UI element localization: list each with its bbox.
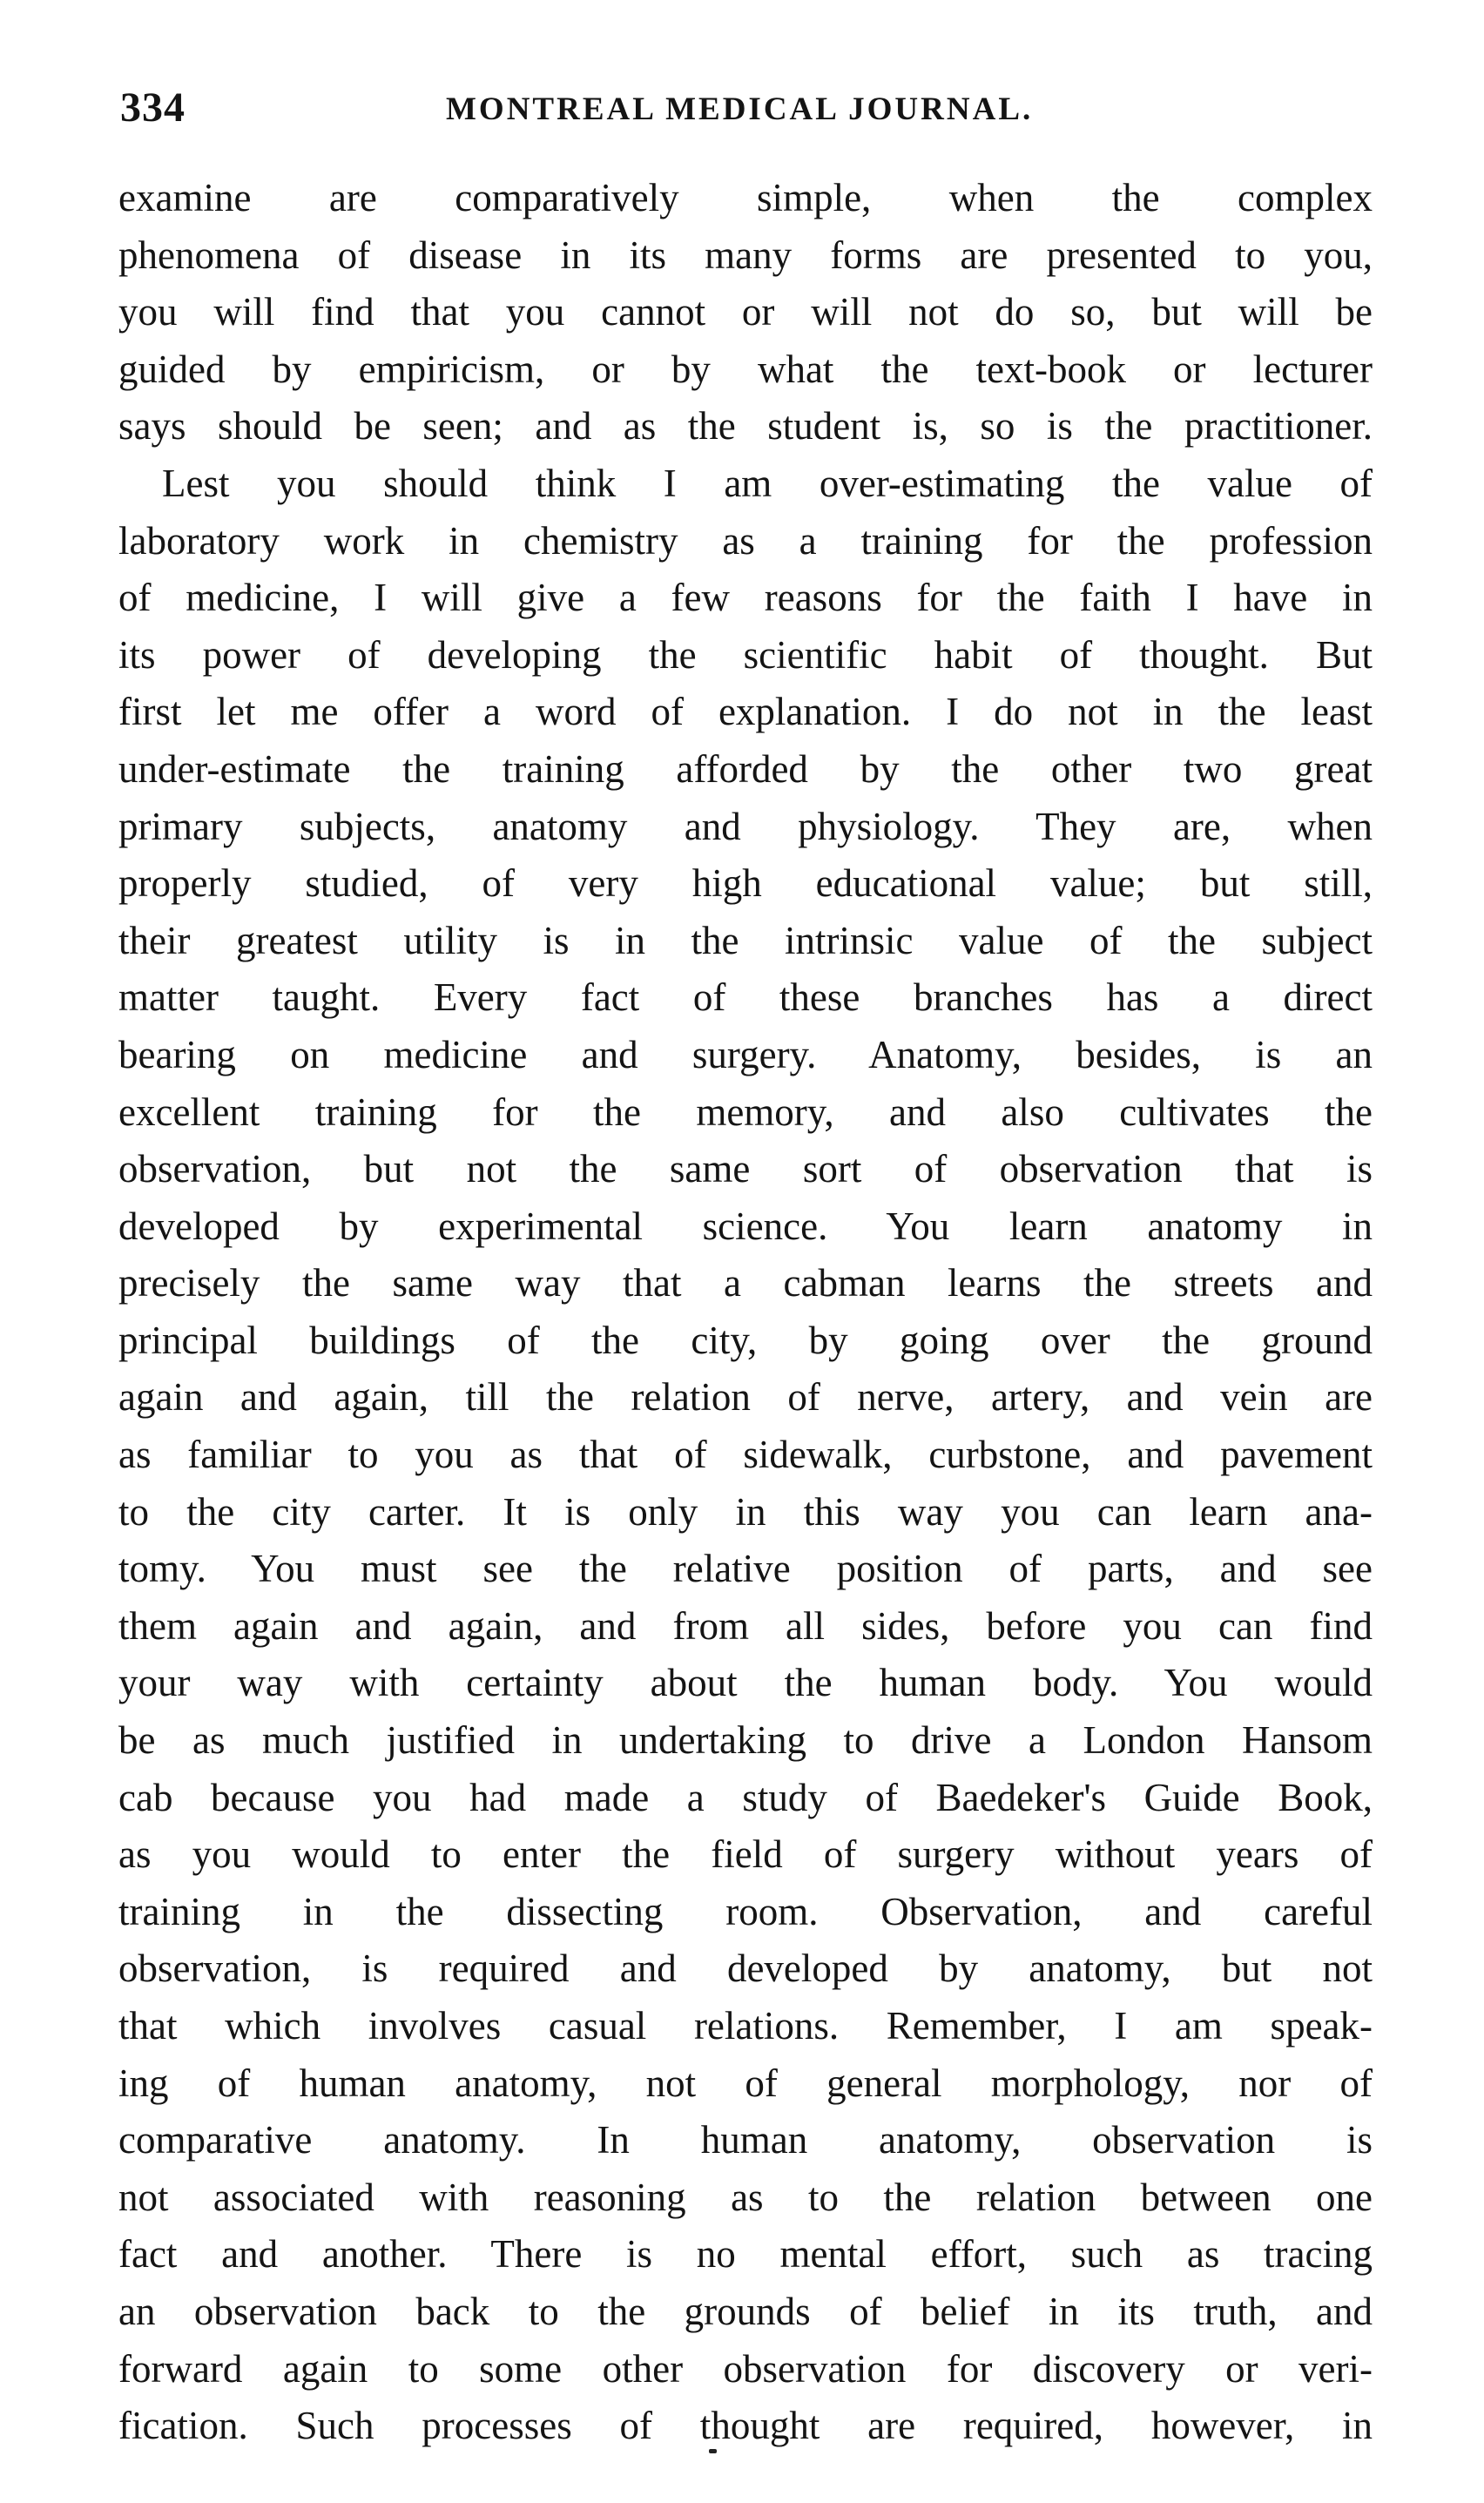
text-line: excellent training for the memory, and also cultivates the <box>118 1090 1373 1134</box>
text-line: as familiar to you as that of sidewalk, curbstone, and pavement <box>118 1433 1373 1477</box>
text-line: an observation back to the grounds of belief in its truth, and <box>118 2289 1373 2333</box>
running-head <box>120 80 1374 136</box>
text-line: principal buildings of the city, by going over the ground <box>118 1318 1373 1362</box>
text-line: not associated with reasoning as to the relation between one <box>118 2175 1373 2219</box>
text-line: be as much justified in undertaking to drive a London Hansom <box>118 1718 1373 1763</box>
text-line: your way with certainty about the human body. You would <box>118 1661 1373 1705</box>
text-line: tomy. You must see the relative position of parts, and see <box>118 1547 1373 1591</box>
text-line: its power of developing the scientific habit of thought. But <box>118 632 1373 677</box>
text-line: phenomena of disease in its many forms are presented to you, <box>118 233 1373 277</box>
text-line: them again and again, and from all sides, before you can find <box>118 1603 1373 1648</box>
text-line: under-estimate the training afforded by the other two great <box>118 746 1373 791</box>
signature-mark <box>709 2449 717 2453</box>
text-line: laboratory work in chemistry as a training for the profession <box>118 518 1373 563</box>
text-line: precisely the same way that a cabman learns the streets and <box>118 1261 1373 1305</box>
text-line: again and again, till the relation of nerve, artery, and vein are <box>118 1375 1373 1420</box>
body-text <box>118 170 1373 2455</box>
text-line: observation, but not the same sort of observation that is <box>118 1147 1373 1191</box>
paragraph-start-line: Lest you should think I am over-estimating the value of <box>162 461 1373 505</box>
text-line: says should be seen; and as the student is, so is the practitioner. <box>118 404 1373 449</box>
text-line: training in the dissecting room. Observation, and careful <box>118 1889 1373 1933</box>
text-line: to the city carter. It is only in this way you can learn ana- <box>118 1489 1373 1534</box>
text-line: that which involves casual relations. Remember, I am speak- <box>118 2004 1373 2048</box>
text-line: primary subjects, anatomy and physiology. They are, when <box>118 804 1373 848</box>
text-line: as you would to enter the field of surgery without years of <box>118 1832 1373 1877</box>
text-line: you will find that you cannot or will not do so, but will be <box>118 290 1373 334</box>
text-line: ing of human anatomy, not of general morphology, nor of <box>118 2061 1373 2105</box>
text-line: observation, is required and developed by anatomy, but not <box>118 1946 1373 1991</box>
text-line: properly studied, of very high educational value; but still, <box>118 861 1373 906</box>
text-line: guided by empiricism, or by what the text-book or lecturer <box>118 347 1373 391</box>
text-line: of medicine, I will give a few reasons for the faith I have in <box>118 576 1373 620</box>
text-line: fact and another. There is no mental effort, such as tracing <box>118 2232 1373 2277</box>
text-line: cab because you had made a study of Baedeker's Guide Book, <box>118 1775 1373 1819</box>
text-line: their greatest utility is in the intrinsic value of the subject <box>118 918 1373 962</box>
text-line: developed by experimental science. You learn anatomy in <box>118 1204 1373 1248</box>
page-number: 334 <box>120 84 186 131</box>
text-line: comparative anatomy. In human anatomy, observation is <box>118 2118 1373 2162</box>
text-line: examine are comparatively simple, when the complex <box>118 176 1373 219</box>
journal-title: MONTREAL MEDICAL JOURNAL. <box>446 91 1034 127</box>
text-line: first let me offer a word of explanation. I do not in the least <box>118 690 1373 734</box>
text-line: matter taught. Every fact of these branches has a direct <box>118 975 1373 1020</box>
text-line: forward again to some other observation for discovery or veri- <box>118 2346 1373 2391</box>
text-line: fication. Such processes of thought are required, however, in <box>118 2404 1373 2448</box>
text-line: bearing on medicine and surgery. Anatomy, besides, is an <box>118 1032 1373 1076</box>
